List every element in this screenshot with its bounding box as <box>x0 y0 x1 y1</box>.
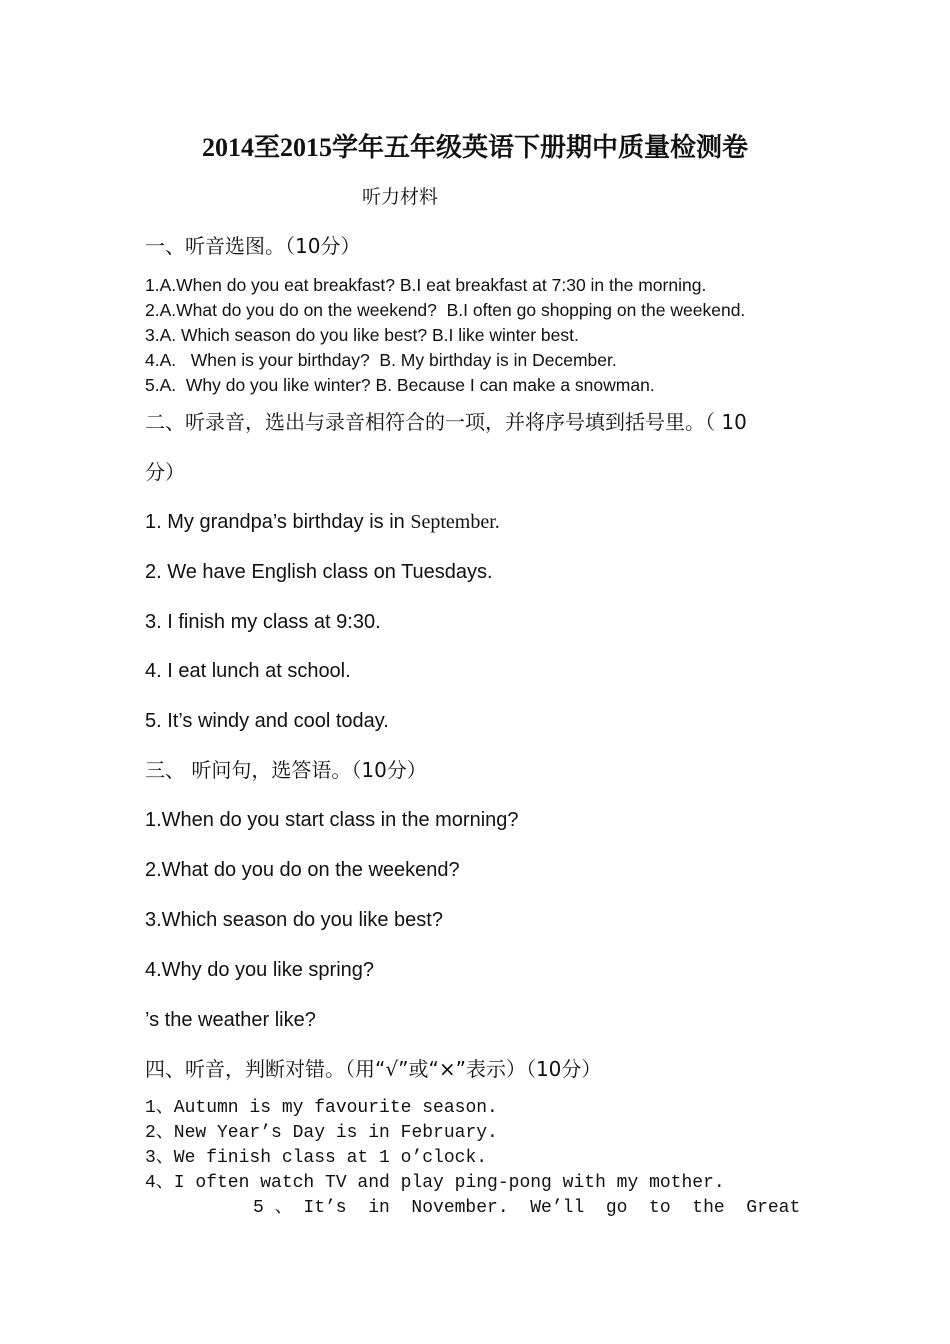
section-2-item: 4. I eat lunch at school. <box>145 660 351 682</box>
section-4-heading: 四、听音，判断对错。（用“√”或“×”表示）（10分） <box>145 1057 602 1081</box>
section-2-item <box>145 512 500 532</box>
section-3-item: ’s the weather like? <box>145 1009 316 1031</box>
section-2-item: 3. I finish my class at 9:30. <box>145 611 381 633</box>
section-4-item: 3、We finish class at 1 o’clock. <box>145 1148 488 1168</box>
section-4-item: 5 、 It’s in November. We’ll go to the Great <box>253 1198 801 1218</box>
page-subtitle: 听力材料 <box>362 186 439 208</box>
section-3-item: 2.What do you do on the weekend? <box>145 859 460 881</box>
section-1-item: 5.A. Why do you like winter? B. Because I can make a snowman. <box>145 375 655 395</box>
section-2-item-1-tail: September. <box>410 511 500 533</box>
section-4-item: 1、Autumn is my favourite season. <box>145 1098 498 1118</box>
page-title: 2014至2015学年五年级英语下册期中质量检测卷 <box>201 133 748 162</box>
section-2-item-1-text: 1. My grandpa’s birthday is in <box>145 511 411 533</box>
section-4-item: 2、New Year’s Day is in February. <box>145 1123 498 1143</box>
section-2-heading-cont: 分） <box>145 460 185 484</box>
section-2-item: 2. We have English class on Tuesdays. <box>145 561 493 583</box>
section-1-item: 1.A.When do you eat breakfast? B.I eat breakfast at 7:30 in the morning. <box>145 275 707 295</box>
section-3-item: 4.Why do you like spring? <box>145 959 375 981</box>
section-1-heading: 一、听音选图。（10分） <box>145 234 361 258</box>
section-1-item: 3.A. Which season do you like best? B.I like winter best. <box>145 325 579 345</box>
section-3-heading: 三、 听问句，选答语。（10分） <box>145 758 427 782</box>
section-1-item: 4.A. When is your birthday? B. My birthday is in December. <box>145 350 617 370</box>
section-3-item: 3.Which season do you like best? <box>145 909 443 931</box>
section-2-heading: 二、听录音，选出与录音相符合的一项，并将序号填到括号里。（ 10 <box>145 410 747 434</box>
section-4-item: 4、I often watch TV and play ping-pong with my mother. <box>145 1173 725 1193</box>
section-3-item: 1.When do you start class in the morning? <box>145 809 519 831</box>
section-1-item: 2.A.What do you do on the weekend? B.I often go shopping on the weekend. <box>145 300 746 320</box>
section-2-item: 5. It’s windy and cool today. <box>145 710 389 732</box>
